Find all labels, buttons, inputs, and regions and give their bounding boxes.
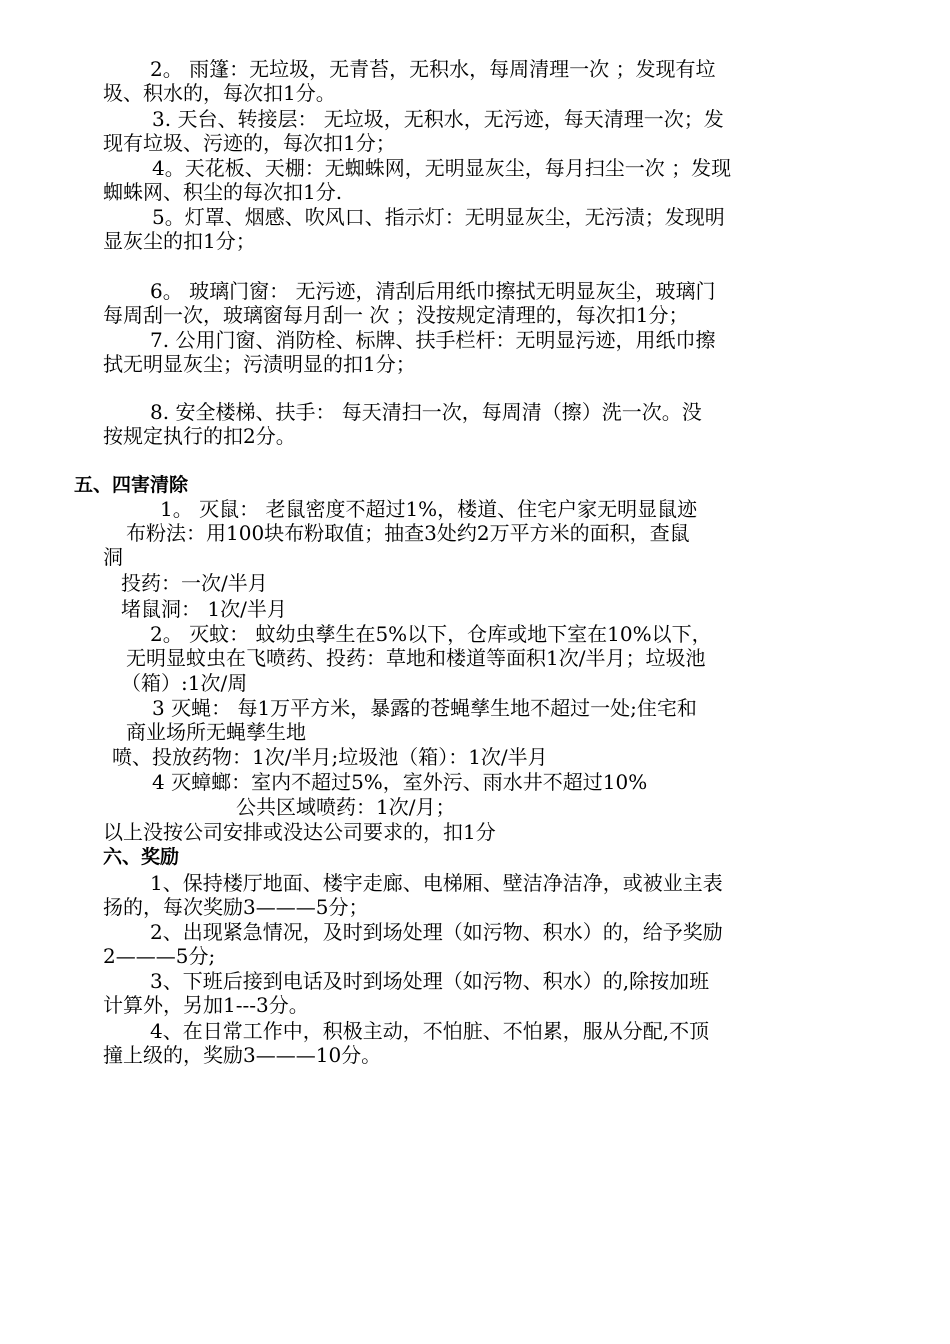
section-5-line: 堵鼠洞： 1次/半月 [121, 597, 287, 621]
section-5-line: 商业场所无蝇孳生地 [126, 720, 306, 744]
section-6-line: 3、下班后接到电话及时到场处理（如污物、积水）的,除按加班 [150, 969, 710, 993]
section-6-line: 扬的，每次奖励3———5分； [103, 895, 369, 919]
item-5-line-2: 显灰尘的扣1分； [103, 229, 256, 253]
item-8-line-1: 8. 安全楼梯、扶手： 每天清扫一次，每周清（擦）洗一次。没 [150, 400, 702, 424]
item-2-line-2: 圾、积水的，每次扣1分。 [103, 81, 336, 105]
section-6-heading: 六、奖励 [103, 846, 180, 868]
item-6-line-2: 每周刮一次，玻璃窗每月刮一 次 ；没按规定清理的，每次扣1分； [103, 303, 689, 327]
item-2-line-1: 2。 雨篷：无垃圾，无青苔，无积水，每周清理一次 ；发现有垃 [150, 57, 716, 81]
section-6-line: 撞上级的，奖励3———10分。 [103, 1043, 382, 1067]
section-5-heading: 五、四害清除 [74, 474, 189, 496]
item-4-line-2: 蜘蛛网、积尘的每次扣1分. [103, 180, 343, 204]
section-5-line: 布粉法：用100块布粉取值；抽查3处约2万平方米的面积，查鼠 [126, 521, 690, 545]
item-8-line-2: 按规定执行的扣2分。 [103, 424, 296, 448]
section-5-line: 2。 灭蚊： 蚊幼虫孳生在5%以下，仓库或地下室在10%以下， [150, 622, 712, 646]
section-5-line: （箱）:1次/周 [121, 671, 248, 695]
section-5-line: 3 灭蝇： 每1万平方米，暴露的苍蝇孳生地不超过一处;住宅和 [152, 696, 697, 720]
section-6-line: 4、在日常工作中，积极主动，不怕脏、不怕累，服从分配,不顶 [150, 1019, 710, 1043]
section-6-line: 1、保持楼厅地面、楼宇走廊、电梯厢、壁洁净洁净，或被业主表 [150, 871, 723, 895]
section-6-line: 2、出现紧急情况，及时到场处理（如污物、积水）的，给予奖励 [150, 920, 723, 944]
section-5-line: 喷、投放药物：1次/半月;垃圾池（箱）：1次/半月 [112, 745, 548, 769]
section-5-line: 投药：一次/半月 [121, 571, 268, 595]
section-5-line: 以上没按公司安排或没达公司要求的，扣1分 [103, 820, 496, 844]
section-5-line: 公共区域喷药：1次/月； [236, 795, 456, 819]
item-3-line-1: 3. 天台、转接层： 无垃圾，无积水，无污迹，每天清理一次；发 [152, 107, 724, 131]
item-7-line-2: 拭无明显灰尘；污渍明显的扣1分； [103, 352, 416, 376]
item-3-line-2: 现有垃圾、污迹的，每次扣1分； [103, 131, 396, 155]
section-5-line: 4 灭蟑螂：室内不超过5%，室外污、雨水井不超过10% [152, 770, 648, 794]
section-6-line: 2———5分; [103, 944, 216, 968]
section-6-line: 计算外，另加1---3分。 [103, 993, 309, 1017]
section-5-line: 无明显蚊虫在飞喷药、投药：草地和楼道等面积1次/半月；垃圾池 [126, 646, 706, 670]
section-5-line: 洞 [103, 545, 123, 569]
item-4-line-1: 4。天花板、天棚：无蜘蛛网，无明显灰尘，每月扫尘一次 ；发现 [152, 156, 732, 180]
section-5-line: 1。 灭鼠： 老鼠密度不超过1%，楼道、住宅户家无明显鼠迹 [160, 497, 698, 521]
item-6-line-1: 6。 玻璃门窗： 无污迹，清刮后用纸巾擦拭无明显灰尘，玻璃门 [150, 279, 716, 303]
item-5-line-1: 5。灯罩、烟感、吹风口、指示灯：无明显灰尘，无污渍；发现明 [152, 205, 725, 229]
item-7-line-1: 7. 公用门窗、消防栓、标牌、扶手栏杆：无明显污迹，用纸巾擦 [150, 328, 716, 352]
